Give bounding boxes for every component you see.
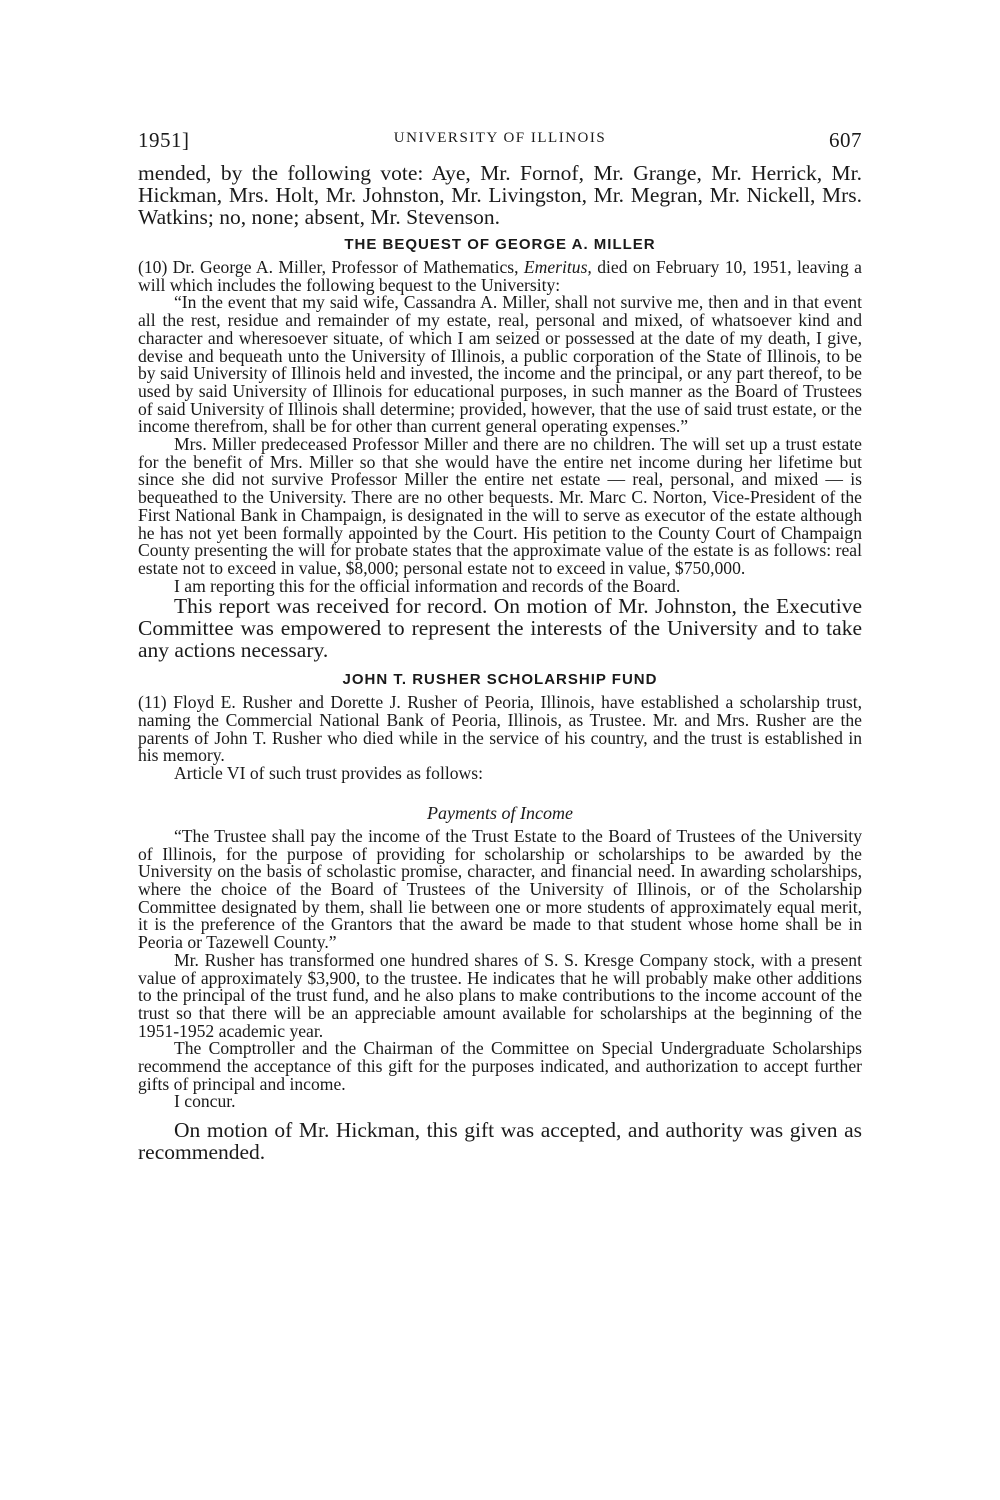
page-number: 607 [829, 128, 862, 152]
section-heading-miller-bequest: THE BEQUEST OF GEORGE A. MILLER [344, 236, 656, 253]
paragraph-recommendation: The Comptroller and the Chairman of the Committee on Special Undergraduate Scholarships recommend the acceptance of this gift for the purposes indicated, and authorization to accept further gifts of principal and income. [138, 1038, 862, 1094]
paragraph-vote: mended, by the following vote: Aye, Mr. Fornof, Mr. Grange, Mr. Herrick, Mr. Hickman, Mrs. Holt, Mr. Johnston, Mr. Livingston, Mr. Megran, Mr. Nickell, Mrs. Watkins; no, none; absent, Mr. Stevenson. [138, 161, 862, 229]
running-head [138, 128, 862, 160]
paragraph-miller-intro [138, 259, 862, 294]
paragraph-reporting: I am reporting this for the official information and records of the Board. [174, 575, 681, 596]
paragraph-article-vi: Article VI of such trust provides as follows: [174, 763, 483, 784]
header-year: 1951] [138, 128, 190, 152]
emeritus-emphasis: Emeritus, [523, 257, 592, 277]
paragraph-motion-hickman: On motion of Mr. Hickman, this gift was accepted, and authority was given as recommended. [138, 1118, 862, 1165]
section-heading-rusher-fund: JOHN T. RUSHER SCHOLARSHIP FUND [342, 671, 658, 689]
paragraph-kresge-stock: Mr. Rusher has transformed one hundred shares of S. S. Kresge Company stock, with a present value of approximately $3,900, to the trustee. He indicates that he will probably make other additions to the principal of the trust fund, and he also plans to make contributions to the income account of the trust so that there will be an appreciable amount available for scholarships at the beginning of the 1951-1952 academic year. [138, 949, 862, 1041]
paragraph-rusher-intro: (11) Floyd E. Rusher and Dorette J. Rusher of Peoria, Illinois, have established a scholarship trust, naming the Commercial National Bank of Peoria, Illinois, as Trustee. Mr. and Mrs. Rusher are the parents of John T. Rusher who died while in the service of his country, and the trust is established in his memory. [138, 692, 862, 766]
document-page [138, 128, 862, 1163]
subheading-payments-of-income: Payments of Income [427, 802, 573, 823]
paragraph-trust-quote: “The Trustee shall pay the income of the Trust Estate to the Board of Trustees of the University of Illinois, for the purpose of providing for scholarship or scholarships to be awarded by the University on the basis of scholastic promise, character, and financial need. In awarding scholarships, where the choice of the Board of Trustees of the University of Illinois, or of the Scholarship Committee designated by them, shall lie between one or more students of approximately equal merit, it is the preference of the Grantors that the award be made to that student whose home shall be in Peoria or Tazewell County.” [138, 825, 862, 953]
paragraph-miller-intro-text: (10) Dr. George A. Miller, Professor of Mathematics, [138, 257, 524, 277]
paragraph-will-quote: “In the event that my said wife, Cassandra A. Miller, shall not survive me, then and in that event all the rest, residue and remainder of my estate, real, personal and mixed, of whatsoever kind and character and wheresoever situate, of which I am seized or possessed at the date of my death, I give, devise and bequeath unto the University of Illinois, a public corporation of the State of Illinois, to be by said University of Illinois held and invested, the income and the principal, or any part thereof, to be used by said University of Illinois for educational purposes, in such manner as the Board of Trustees of said University of Illinois shall determine; provided, however, that the use of said trust estate, or the income therefrom, shall be for other than current general operating expenses.” [138, 292, 862, 437]
paragraph-motion-johnston: This report was received for record. On motion of Mr. Johnston, the Executive Committee was empowered to represent the interests of the University and to take any actions necessary. [138, 594, 862, 663]
header-title: UNIVERSITY OF ILLINOIS [393, 130, 607, 146]
paragraph-miller-intro-text-end: died on February 10, 1951, leaving a will which includes the following bequest to the University: [138, 257, 862, 295]
paragraph-estate-details: Mrs. Miller predeceased Professor Miller and there are no children. The will set up a trust estate for the benefit of Mrs. Miller so that she would have the entire net income during her lifetime but since she did not survive Professor Miller the entire net estate — real, personal, and mixed — is bequeathed to the University. There are no other bequests. Mr. Marc C. Norton, Vice-President of the First National Bank in Champaign, is designated in the will to serve as executor of the estate although he has not yet been formally appointed by the Court. His petition to the County Court of Champaign County presenting the will for probate states that the approximate value of the estate is as follows: real estate not to exceed in value, $8,000; personal estate not to exceed in value, $750,000. [138, 434, 862, 578]
paragraph-concur: I concur. [174, 1091, 236, 1112]
